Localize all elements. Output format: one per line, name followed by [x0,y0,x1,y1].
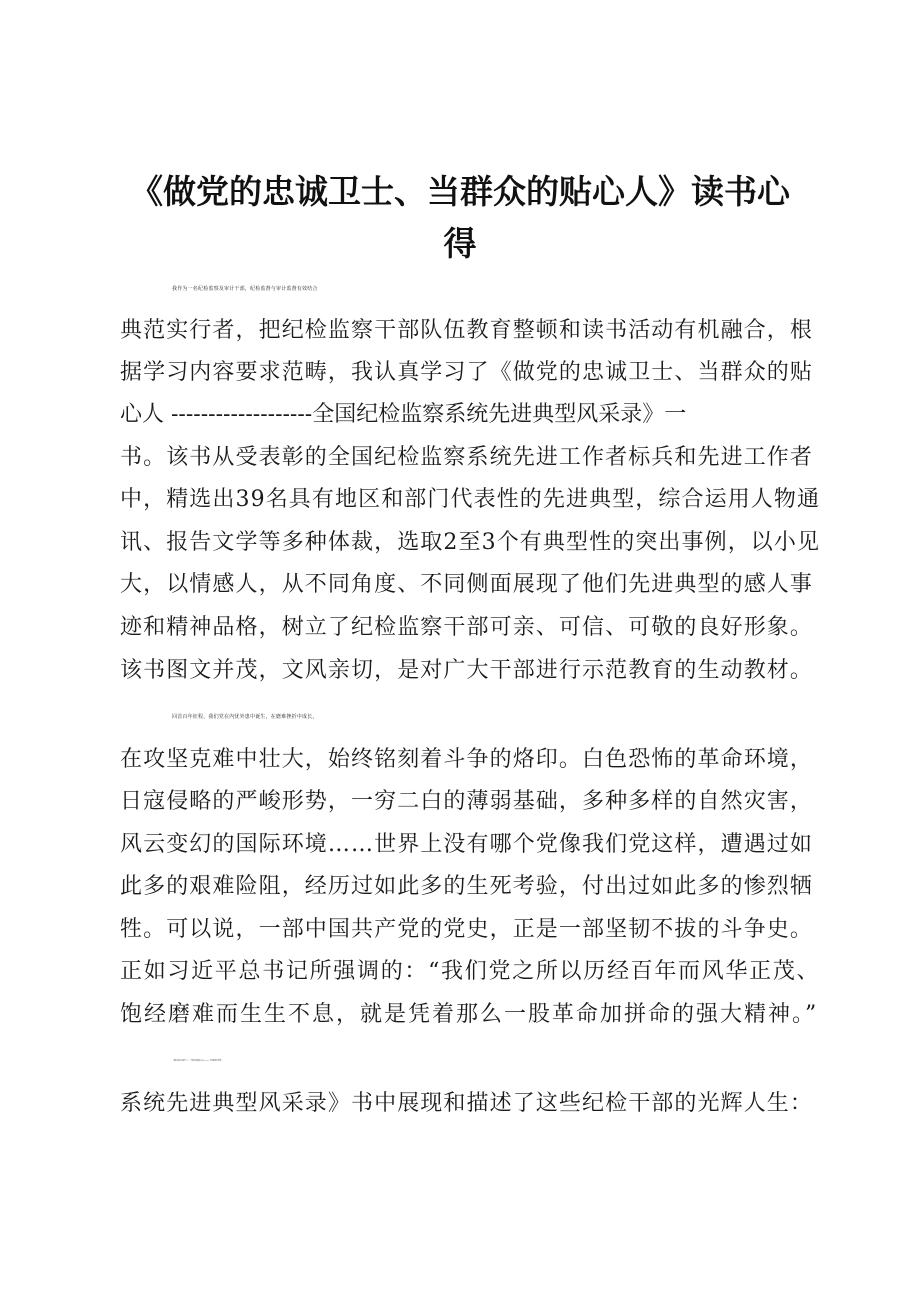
paragraph-1-line: 我作为一名纪检监察及审计干部，纪检监督与审计监督有效结合 [172,286,318,292]
paragraph-3-line: 系统先进典型风采录》书中展现和描述了这些纪检干部的光辉人生： [120,1091,814,1116]
paragraph-2-line: 饱经磨难而生生不息，就是凭着那么一股革命加拼命的强大精神。” [120,1002,819,1027]
paragraph-1-line: 心人 -------------------全国纪检监察系统先进典型风采录》一 [120,402,687,427]
paragraph-2-line: 此多的艰难险阻，经历过如此多的生死考验，付出过如此多的惨烈牺 [120,874,814,899]
document-title-line-1: 《做党的忠诚卫士、当群众的贴心人》读书心 [130,172,790,211]
paragraph-2-line: 正如习近平总书记所强调的：“我们党之所以历经百年而风华正茂、 [120,959,821,984]
paragraph-2-line: 日寇侵略的严峻形势，一穷二白的薄弱基础，多种多样的自然灾害， [120,789,814,814]
paragraph-2-line: 在攻坚克难中壮大，始终铭刻着斗争的烙印。白色恐怖的革命环境， [120,747,814,772]
paragraph-1-line: 书。该书从受表彰的全国纪检监察系统先进工作者标兵和先进工作者 [120,445,814,470]
paragraph-1-line: 中，精选出39名具有地区和部门代表性的先进典型，综合运用人物通 [120,487,821,512]
paragraph-1-line: 典范实行者，把纪检监察干部队伍教育整顿和读书活动有机融合，根 [120,318,814,343]
paragraph-2-line: 风云变幻的国际环境……世界上没有哪个党像我们党这样，遭遇过如 [120,832,814,857]
paragraph-1-line: 讯、报告文学等多种体裁，选取2至3个有典型性的突出事例，以小见 [120,530,821,555]
paragraph-1-line: 大，以情感人，从不同角度、不同侧面展现了他们先进典型的感人事 [120,572,814,597]
paragraph-2-line: 回首百年征程，我们党在内忧外患中诞生，在磨难挫折中成长， [172,714,318,720]
paragraph-1-line: 该书图文并茂，文风亲切，是对广大干部进行示范教育的生动教材。 [120,658,814,683]
paragraph-1-line: 据学习内容要求范畴，我认真学习了《做党的忠诚卫士、当群众的贴 [120,360,814,385]
document-title-line-2: 得 [443,224,477,263]
paragraph-1-line: 迹和精神品格，树立了纪检监察干部可亲、可信、可敬的良好形象。 [120,615,814,640]
paragraph-2-line: 牲。可以说，一部中国共产党的党史，正是一部坚韧不拔的斗争史。 [120,917,814,942]
paragraph-3-line: 《做党的忠诚卫士、当群众的贴心人--------全国纪检监察 [172,1060,222,1062]
